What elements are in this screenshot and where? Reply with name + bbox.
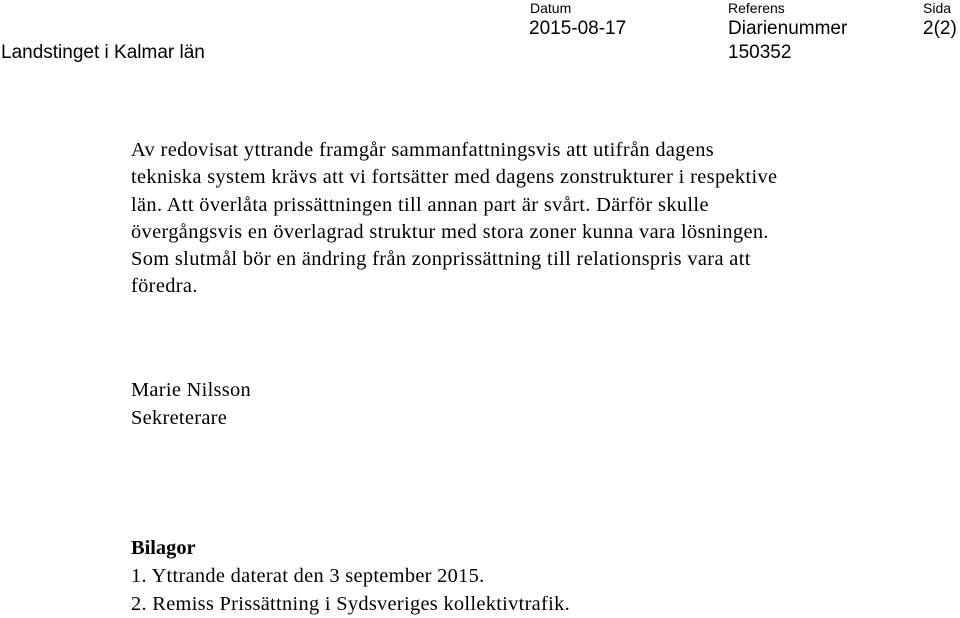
reference-number: 150352: [728, 42, 792, 63]
signatory-title: Sekreterare: [131, 407, 228, 429]
reference-label: Referens: [728, 0, 785, 16]
body-line: föredra.: [131, 275, 198, 298]
signatory-name: Marie Nilsson: [131, 379, 252, 401]
body-line: Som slutmål bör en ändring från zonprissättning till relationspris vara att: [131, 248, 751, 271]
page-number: 2(2): [923, 18, 957, 39]
page-label: Sida: [923, 0, 952, 16]
body-paragraph: [131, 137, 931, 301]
body-line: Av redovisat yttrande framgår sammanfattningsvis att utifrån dagens: [131, 139, 715, 161]
attachments-list: [131, 563, 570, 618]
date-value: 2015-08-17: [529, 18, 627, 39]
reference-value: Diarienummer: [728, 18, 848, 39]
date-label: Datum: [530, 0, 572, 16]
attachments-heading: Bilagor: [131, 537, 196, 559]
body-line: tekniska system krävs att vi fortsätter med dagens zonstrukturer i respektive: [131, 166, 778, 189]
organization-name: Landstinget i Kalmar län: [1, 42, 205, 63]
body-line: län. Att överlåta prissättningen till annan part är svårt. Därför skulle: [131, 193, 709, 216]
body-line: övergångsvis en överlagrad struktur med stora zoner kunna vara lösningen.: [131, 220, 769, 243]
attachment-item: 1. Yttrande daterat den 3 september 2015.: [131, 565, 485, 587]
attachment-item: 2. Remiss Prissättning i Sydsveriges kollektivtrafik.: [131, 592, 570, 615]
